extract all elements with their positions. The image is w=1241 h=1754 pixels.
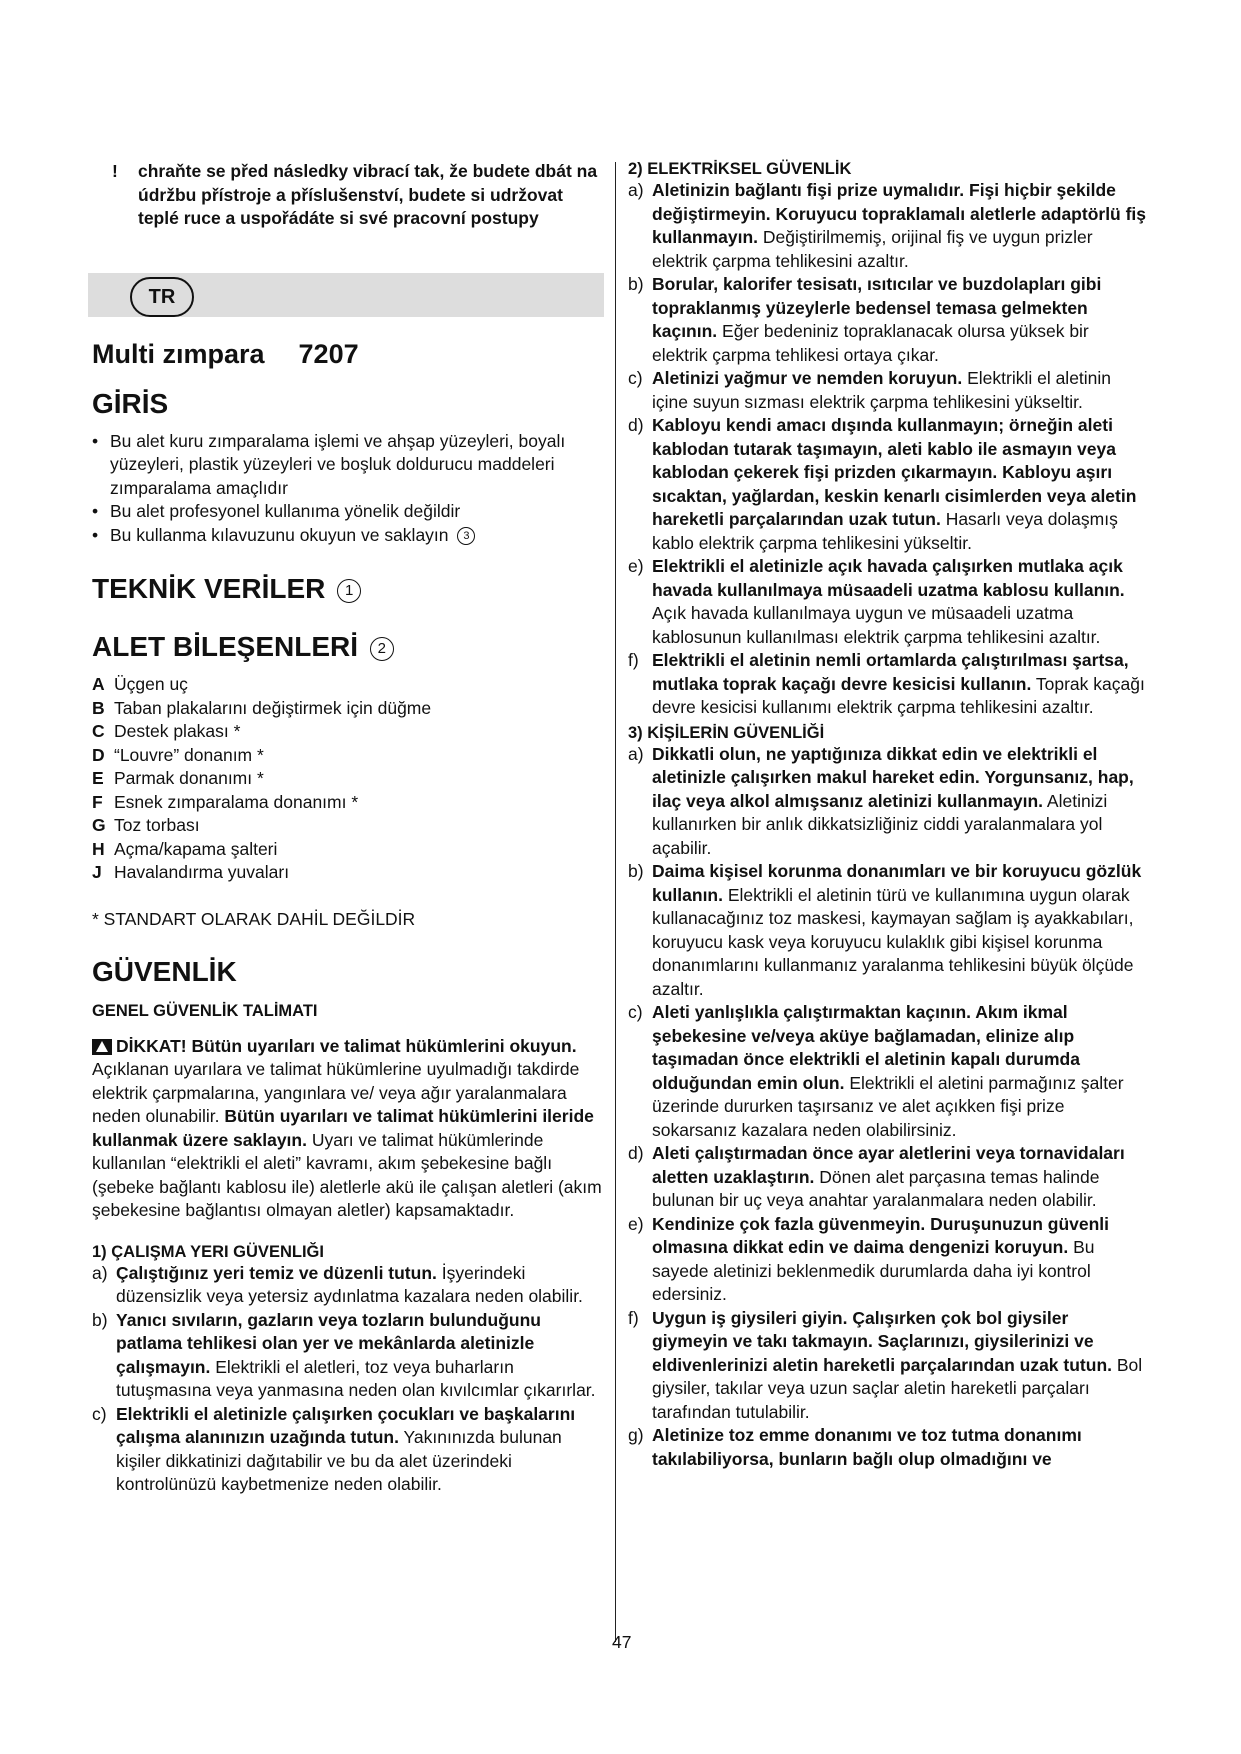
product-title	[92, 339, 604, 370]
bilesenler-heading: ALET BİLEŞENLERİ 2	[92, 631, 604, 663]
list-item: a) Aletinizin bağlantı fişi prize uymalıdır. Fişi hiçbir şekilde değiştirmeyin. Koruyucu topraklamalı aletlerle adaptörlü fiş kullanmayın. Değiştirilmemiş, orijinal fiş ve uygun prizler elektrik çarpma tehlikesini azaltır.	[628, 180, 1147, 271]
list-item: a) Dikkatli olun, ne yaptığınıza dikkat edin ve elektrikli el aletinizle çalışırken makul hareket edin. Yorgunsanız, hap, ilaç veya alkol almışsanız aletinizi kullanmayın. Aletinizi kullanırken bir anlık dikkatsizliğiniz ciddi yaralanmalara yol açabilir.	[628, 743, 1134, 858]
list-item: g) Aletinize toz emme donanımı ve toz tutma donanımı takılabiliyorsa, bunların bağlı olup olmadığını ve	[628, 1425, 1082, 1469]
ref-circle-2: 2	[370, 637, 394, 661]
list-item: • Bu alet kuru zımparalama işlemi ve ahşap yüzeyleri, boyalı yüzeyleri, plastik yüzeyleri ve boşluk doldurucu maddeleri zımparalama amaçlıdır	[92, 430, 566, 498]
list-item: c) Aleti yanlışlıkla çalıştırmaktan kaçının. Akım ikmal şebekesine ve/veya aküye bağlamadan, elinize alıp taşımadan önce elektrikli el aletinin kapalı durumda olduğundan emin olun. Elektrikli el aletini parmağınız şalter üzerinde dururken taşırsanız ve alet açıkken fişi prize sokarsanız kazalara neden olabilirsiniz.	[628, 1002, 1124, 1140]
list-item: b) Borular, kalorifer tesisatı, ısıtıcılar ve buzdolapları gibi topraklanmış yüzeylerle bedensel temasa gelmekten kaçının. Eğer bedeniniz topraklanacak olursa yüksek bir elektrik çarpma tehlikesi ortaya çıkar.	[628, 274, 1102, 365]
list-item: e) Elektrikli el aletinizle açık havada çalışırken mutlaka açık havada kullanılmaya müsaadeli uzatma kablosu kullanın. Açık havada kullanılmaya uygun ve müsaadeli uzatma kablosunun kullanılması elektrik çarpma tehlikesini azaltır.	[628, 556, 1125, 647]
section-3-heading: 3) KİŞİLERİN GÜVENLİĞİ	[628, 723, 825, 742]
component-list	[92, 673, 604, 885]
section-1-list	[92, 1262, 604, 1497]
list-item: a) Çalıştığınız yeri temiz ve düzenli tutun. İşyerindeki düzensizlik veya yetersiz aydınlatma kazalara neden olabilir.	[92, 1262, 583, 1306]
page-number: 47	[612, 1632, 632, 1652]
product-name: Multi zımpara	[92, 338, 265, 369]
product-number: 7207	[298, 338, 359, 369]
list-item: b) Yanıcı sıvıların, gazların veya tozların bulunduğunu patlama tehlikesi olan yer ve mekânlarda aletinizle çalışmayın. Elektrikli el aletleri, toz veya buharların tutuşmasına veya yanmasına neden olan kıvılcımlar çıkarırlar.	[92, 1309, 596, 1400]
list-item: b) Daima kişisel korunma donanımları ve bir koruyucu gözlük kullanın. Elektrikli el aletinin türü ve kullanımına uygun olarak kullanacağınız toz maskesi, kaymayan sağlam iş ayakkabıları, koruyucu kask veya koruyucu kulaklık gibi kişisel korunma donanımlarını kullanmanız yaralanma tehlikesini büyük ölçüde azaltır.	[628, 861, 1142, 999]
teknik-heading: TEKNİK VERİLER 1	[92, 573, 604, 605]
list-item: e) Kendinize çok fazla güvenmeyin. Duruşunuzun güvenli olmasına dikkat edin ve daima dengenizi koruyun. Bu sayede aletinizi beklenmedik durumlarda daha iyi kontrol edersiniz.	[628, 1213, 1110, 1304]
list-item: • Bu kullanma kılavuzunu okuyun ve saklayın 3	[92, 524, 604, 548]
ref-circle-1: 1	[337, 579, 361, 603]
guvenlik-heading: GÜVENLİK	[92, 955, 237, 987]
ref-circle-3: 3	[457, 527, 475, 545]
left-column	[92, 160, 604, 1497]
list-item: G Toz torbası	[92, 815, 200, 835]
exclamation-mark: !	[112, 161, 118, 181]
czech-note	[92, 160, 604, 231]
column-divider	[615, 162, 616, 1642]
right-column	[628, 160, 1148, 1471]
language-badge: TR	[130, 277, 194, 317]
giris-heading: GİRİS	[92, 387, 169, 419]
warning-icon	[92, 1039, 112, 1055]
list-item: c) Elektrikli el aletinizle çalışırken çocukları ve başkalarını çalışma alanınızın uzağında tutun. Yakınınızda bulunan kişiler dikkatinizi dağıtabilir ve bu da alet üzerindeki kontrolünüzü kaybetmenize neden olabilir.	[92, 1403, 576, 1494]
giris-bullets	[92, 430, 604, 548]
list-item: d) Aleti çalıştırmadan önce ayar aletlerini veya tornavidaları aletten uzaklaştırın. Dönen alet parçasına temas halinde bulunan bir uç veya anahtar yaralanmalara neden olabilir.	[628, 1143, 1125, 1210]
section-3-list	[628, 743, 1148, 1472]
list-item: c) Aletinizi yağmur ve nemden koruyun. Elektrikli el aletinin içine suyun sızması elektrik çarpma tehlikesini yükseltir.	[628, 368, 1112, 412]
list-item: H Açma/kapama şalteri	[92, 838, 278, 859]
section-2-list	[628, 179, 1148, 720]
list-item: E Parmak donanımı *	[92, 768, 264, 788]
section-1-heading: 1) ÇALIŞMA YERI GÜVENLIĞI	[92, 1242, 324, 1261]
list-item: A Üçgen uç	[92, 674, 188, 694]
list-item: d) Kabloyu kendi amacı dışında kullanmayın; örneğin aleti kablodan tutarak taşımayın, aleti kablo ile asmayın veya kablodan çekerek fişi prizden çıkarmayın. Kabloyu aşırı sıcaktan, yağlardan, keskin kenarlı cisimlerden veya aletin hareketli parçalarından uzak tutun. Hasarlı veya dolaşmış kablo elektrik çarpma tehlikesini yükseltir.	[628, 415, 1137, 553]
list-item: C Destek plakası *	[92, 721, 241, 741]
general-safety-subheading: GENEL GÜVENLİK TALİMATI	[92, 1001, 318, 1020]
not-included-note: * STANDART OLARAK DAHİL DEĞİLDİR	[92, 908, 416, 929]
list-item: f) Elektrikli el aletinin nemli ortamlarda çalıştırılması şartsa, mutlaka toprak kaçağı devre kesicisi kullanın. Toprak kaçağı devre kesicisi kullanımı elektrik çarpma tehlikesini azaltır.	[628, 650, 1145, 717]
list-item: B Taban plakalarını değiştirmek için düğme	[92, 697, 432, 718]
section-2-heading: 2) ELEKTRİKSEL GÜVENLİK	[628, 160, 852, 178]
list-item: f) Uygun iş giysileri giyin. Çalışırken çok bol giysiler giymeyin ve takı takmayın. Saçlarınızı, giysilerinizi ve eldivenlerinizi aletin hareketli parçalarından uzak tutun. Bol giysiler, takılar veya uzun saçlar aletin hareketli parçaları tarafından tutulabilir.	[628, 1307, 1143, 1422]
language-band	[88, 273, 604, 317]
list-item: F Esnek zımparalama donanımı *	[92, 791, 359, 812]
list-item: J Havalandırma yuvaları	[92, 862, 290, 882]
list-item: D “Louvre” donanım *	[92, 744, 264, 765]
warning-paragraph: DİKKAT! Bütün uyarıları ve talimat hükümlerini okuyun. Açıklanan uyarılara ve talimat hükümlerine uyulmadığı takdirde elektrik çarpmalarına, yangınlara ve/ veya ağır yaralanmalara neden olunabilir. Bütün uyarıları ve talimat hükümlerini ileride kullanmak üzere saklayın. Uyarı ve talimat hükümlerinde kullanılan “elektrikli el aleti” kavramı, akım şebekesine bağlı (şebeke bağlantı kablosu ile) aletlerle akü ile çalışan aletleri (akım şebekesine bağlantısı olmayan aletler) kapsamaktadır.	[92, 1035, 602, 1220]
list-item: • Bu alet profesyonel kullanıma yönelik değildir	[92, 501, 461, 521]
czech-note-text: chraňte se před následky vibrací tak, že budete dbát na údržbu přístroje a příslušenství, budete si udržovat teplé ruce a uspořádáte si své pracovní postupy	[138, 161, 598, 228]
